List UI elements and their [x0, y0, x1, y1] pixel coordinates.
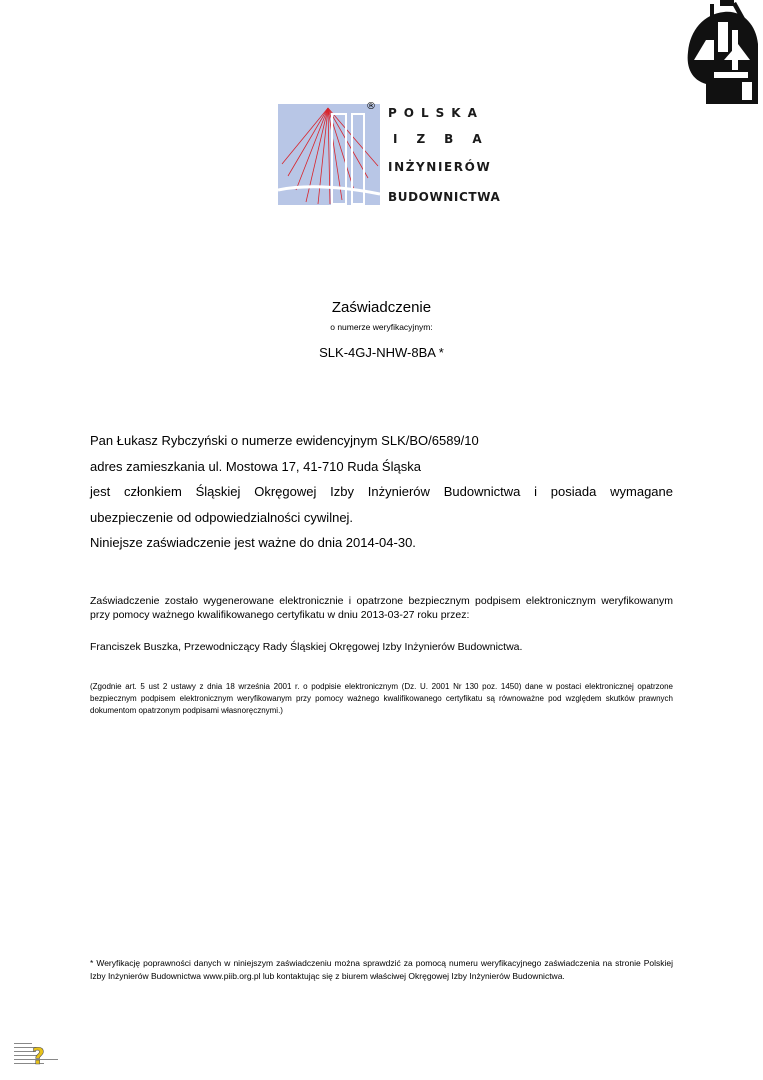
verification-code: SLK-4GJ-NHW-8BA * — [319, 345, 444, 360]
validity-line: Niniejsze zaświadczenie jest ważne do dnia 2014-04-30. — [90, 535, 416, 550]
logo-text-budownictwa: BUDOWNICTWA — [388, 190, 501, 204]
bridge-logo-icon — [278, 104, 380, 205]
legal-note: (Zgodnie art. 5 ust 2 ustawy z dnia 18 września 2001 r. o podpisie elektronicznym (Dz. U. 2001 Nr 130 poz. 1450) dane w postaci elektronicznej opatrzone bezpiecznym podpisem elektronicznym weryfikowanym przy pomocy ważnego kwalifikowanego certyfikatu są równoważne pod względem skutków prawnych dokumentom opatrzonym podpisami własnoręcznymi.) — [90, 682, 673, 715]
registered-mark: ® — [366, 101, 376, 112]
signature-validity-unknown-icon[interactable] — [14, 1040, 64, 1070]
logo-text-izba: IZBA — [393, 132, 501, 146]
member-name-line: Pan Łukasz Rybczyński o numerze ewidencyjnym SLK/BO/6589/10 — [90, 433, 479, 448]
logo-text-polska: POLSKA — [388, 106, 484, 120]
document-subtitle: o numerze weryfikacyjnym: — [330, 322, 433, 332]
construction-collage-icon — [684, 0, 760, 104]
svg-text:?: ? — [32, 1045, 45, 1070]
footer-note: * Weryfikację poprawności danych w niniejszym zaświadczeniu można sprawdzić za pomocą numeru weryfikacyjnego zaświadczenia na stronie Polskiej Izby Inżynierów Budownictwa www.piib.org.pl lub kontaktując się z biurem właściwej Okręgowej Izby Inżynierów Budownictwa. — [90, 958, 673, 981]
address-line: adres zamieszkania ul. Mostowa 17, 41-710 Ruda Śląska — [90, 459, 421, 474]
signer-name: Franciszek Buszka, Przewodniczący Rady Śląskiej Okręgowej Izby Inżynierów Budownictwa. — [90, 641, 523, 653]
logo-text-inzynierow: INŻYNIERÓW — [388, 160, 492, 174]
insurance-line: ubezpieczenie od odpowiedzialności cywilnej. — [90, 510, 354, 525]
document-title: Zaświadczenie — [331, 299, 432, 316]
signature-statement: Zaświadczenie zostało wygenerowane elektronicznie i opatrzone bezpiecznym podpisem elektronicznym weryfikowanym przy pomocy ważnego kwalifikowanego certyfikatu w dniu 2013-03-27 roku przez: — [90, 595, 673, 621]
membership-line: jest członkiem Śląskiej Okręgowej Izby Inżynierów Budownictwa i posiada wymagane — [90, 484, 673, 499]
